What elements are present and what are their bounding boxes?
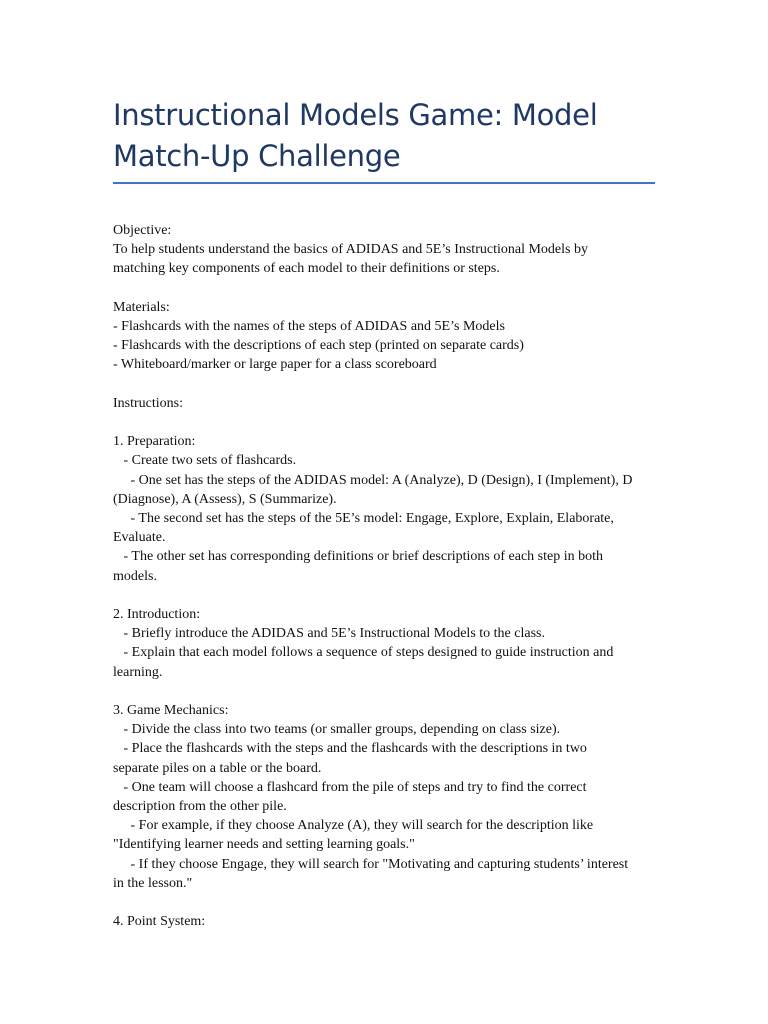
title-underline — [113, 182, 655, 184]
materials-item: - Flashcards with the descriptions of each step (printed on separate cards) — [113, 338, 524, 354]
document-title — [113, 0, 655, 177]
mechanics-line: separate piles on a table or the board. — [113, 760, 322, 776]
mechanics-line: - Divide the class into two teams (or smaller groups, depending on class size). — [113, 722, 561, 738]
instructions-heading: Instructions: — [113, 395, 183, 411]
document-body — [113, 221, 655, 931]
mechanics-line: in the lesson." — [113, 875, 193, 891]
document-page — [113, 0, 655, 931]
preparation-line: Evaluate. — [113, 530, 166, 546]
introduction-heading: 2. Introduction: — [113, 607, 201, 622]
points-heading: 4. Point System: — [113, 914, 206, 930]
mechanics-line: - For example, if they choose Analyze (A), they will search for the description like — [113, 818, 594, 834]
preparation-line: models. — [113, 568, 157, 584]
introduction-line: - Briefly introduce the ADIDAS and 5E’s Instructional Models to the class. — [113, 626, 545, 642]
preparation-line: - The other set has corresponding definitions or brief descriptions of each step in both — [113, 549, 604, 565]
introduction-line: learning. — [113, 664, 163, 680]
mechanics-line: - If they choose Engage, they will search for "Motivating and capturing students’ interest — [113, 856, 629, 872]
preparation-line: - Create two sets of flashcards. — [113, 453, 297, 469]
preparation-heading: 1. Preparation: — [113, 434, 196, 450]
spacer — [113, 586, 655, 605]
objective-heading: Objective: — [113, 223, 172, 238]
introduction-line: - Explain that each model follows a sequence of steps designed to guide instruction and — [113, 645, 614, 661]
title-line-1: Instructional Models Game: Model — [113, 98, 598, 132]
mechanics-line: "Identifying learner needs and setting learning goals." — [113, 837, 415, 853]
spacer — [113, 893, 655, 912]
materials-heading: Materials: — [113, 299, 170, 315]
spacer — [113, 682, 655, 701]
preparation-line: - One set has the steps of the ADIDAS model: A (Analyze), D (Design), I (Implement), D — [113, 472, 633, 488]
mechanics-line: - One team will choose a flashcard from the pile of steps and try to find the correct — [113, 779, 587, 795]
spacer — [113, 375, 655, 394]
preparation-line: (Diagnose), A (Assess), S (Summarize). — [113, 491, 337, 507]
mechanics-heading: 3. Game Mechanics: — [113, 703, 229, 718]
materials-item: - Whiteboard/marker or large paper for a class scoreboard — [113, 357, 437, 373]
preparation-line: - The second set has the steps of the 5E’s model: Engage, Explore, Explain, Elaborate, — [113, 511, 614, 526]
objective-line: To help students understand the basics of ADIDAS and 5E’s Instructional Models by — [113, 242, 588, 258]
mechanics-line: description from the other pile. — [113, 799, 287, 815]
materials-item: - Flashcards with the names of the steps of ADIDAS and 5E’s Models — [113, 319, 505, 334]
mechanics-line: - Place the flashcards with the steps and the flashcards with the descriptions in two — [113, 741, 587, 757]
objective-line: matching key components of each model to their definitions or steps. — [113, 261, 500, 277]
title-line-2: Match-Up Challenge — [113, 139, 401, 173]
spacer — [113, 413, 655, 432]
spacer — [113, 279, 655, 298]
